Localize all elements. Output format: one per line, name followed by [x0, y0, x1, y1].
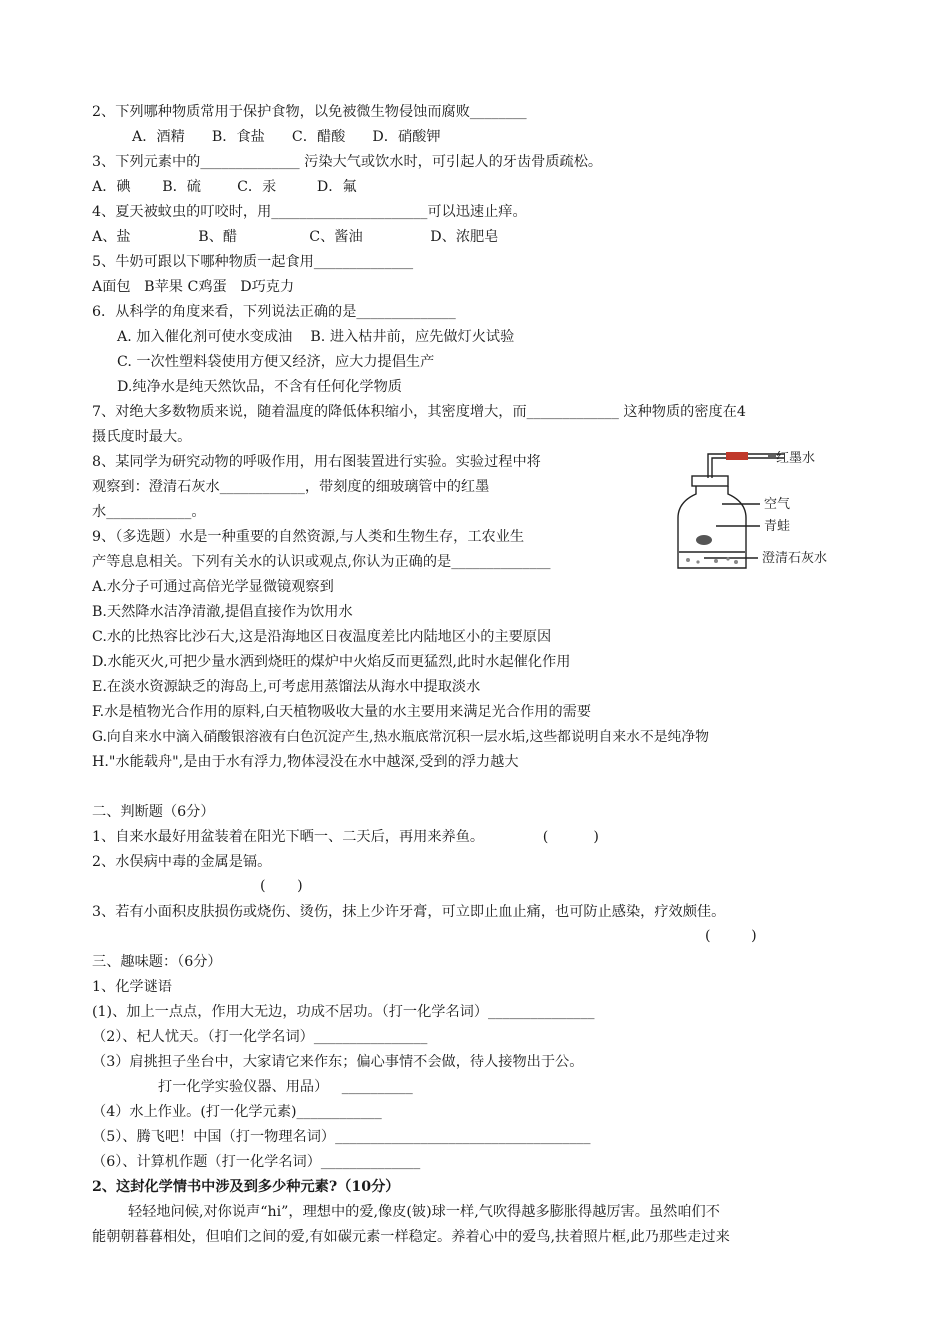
- letter-paragraph-line-2: 能朝朝暮暮相处，但咱们之间的爱,有如碳元素一样稳定。养着心中的爱鸟,扶着照片框,此乃那些走过来: [92, 1229, 730, 1245]
- question-6-option-c: C. 一次性塑料袋使用方便又经济，应大力提倡生产: [117, 354, 435, 370]
- riddle-6: （6）、计算机作题（打一化学名词）______________: [92, 1154, 421, 1170]
- question-9-option-c: C.水的比热容比沙石大,这是沿海地区日夜温度差比内陆地区小的主要原因: [92, 629, 552, 645]
- riddle-2: （2）、杞人忧天。（打一化学名词）________________: [92, 1029, 428, 1045]
- section-3-title: 三、趣味题：（6分）: [92, 954, 222, 970]
- question-6-option-ab: A. 加入催化剂可使水变成油 B. 进入枯井前，应先做灯火试验: [117, 329, 515, 345]
- question-9-option-a: A.水分子可通过高倍光学显微镜观察到: [92, 579, 334, 595]
- judge-1: 1、自来水最好用盆装着在阳光下晒一、二天后，再用来养鱼。 ( ): [92, 829, 599, 845]
- judge-3: 3、若有小面积皮肤损伤或烧伤、烫伤，抹上少许牙膏，可立即止血止痛，也可防止感染，疗效颇佳。: [92, 904, 726, 920]
- question-2-options: A．酒精 B．食盐 C．醋酸 D．硝酸钾: [132, 129, 441, 145]
- riddle-3: （3）肩挑担子坐台中，大家请它来作东；偏心事情不会做，待人接物出于公。: [92, 1054, 584, 1070]
- frog-shape: [696, 535, 712, 545]
- question-9-option-b: B.天然降水洁净清澈,提倡直接作为饮用水: [92, 604, 353, 620]
- stopper: [692, 476, 728, 486]
- riddle-4: （4）水上作业。(打一化学元素)____________: [92, 1104, 382, 1120]
- question-6: 6．从科学的角度来看，下列说法正确的是______________: [92, 304, 456, 320]
- label-red-ink: 红墨水: [776, 450, 816, 465]
- question-4-options: A、盐 B、醋 C、酱油 D、浓肥皂: [92, 229, 499, 245]
- question-8-line-2: 观察到：澄清石灰水____________，带刻度的细玻璃管中的红墨: [92, 479, 490, 495]
- question-8-line-3: 水____________。: [92, 504, 206, 520]
- question-5: 5、牛奶可跟以下哪种物质一起食用______________: [92, 254, 414, 270]
- question-3: 3、下列元素中的______________ 污染大气或饮水时，可引起人的牙齿骨质疏松。: [92, 154, 603, 170]
- question-9-line-2: 产等息息相关。下列有关水的认识或观点,你认为正确的是______________: [92, 554, 551, 570]
- judge-2-bracket: ( ): [260, 878, 303, 894]
- letter-paragraph-line-1: 轻轻地问候,对你说声“hi”，理想中的爱,像皮(铍)球一样,气吹得越多膨胀得越厉害。虽然咱们不: [128, 1204, 720, 1220]
- question-7: 7、对绝大多数物质来说，随着温度的降低体积缩小，其密度增大，而_____________ 这种物质的密度在4: [92, 404, 746, 420]
- question-7-cont: 摄氏度时最大。: [92, 429, 192, 445]
- riddle-1: (1)、加上一点点，作用大无边，功成不居功。（打一化学名词）_______________: [92, 1004, 595, 1020]
- section-2-title: 二、判断题（6分）: [92, 804, 215, 820]
- question-2: 2、下列哪种物质常用于保护食物，以免被微生物侵蚀而腐败________: [92, 104, 527, 120]
- question-9-option-f: F.水是植物光合作用的原料,白天植物吸收大量的水主要用来满足光合作用的需要: [92, 704, 592, 720]
- label-air: 空气: [764, 496, 791, 511]
- fun-2-title: 2、这封化学情书中涉及到多少种元素?（10分）: [92, 1179, 400, 1195]
- question-8: 8、某同学为研究动物的呼吸作用，用右图装置进行实验。实验过程中将: [92, 454, 541, 470]
- question-5-options: A面包 B苹果 C鸡蛋 D巧克力: [92, 279, 295, 295]
- question-9-option-d: D.水能灭火,可把少量水洒到烧旺的煤炉中火焰反而更猛烈,此时水起催化作用: [92, 654, 571, 670]
- riddle-5: （5）、腾飞吧！中国（打一物理名词）____________________________________: [92, 1129, 591, 1145]
- question-3-options: A．碘 B．硫 C．汞 D．氟: [92, 179, 357, 195]
- label-frog: 青蛙: [764, 518, 791, 533]
- question-9-option-g: G.向自来水中滴入硝酸银溶液有白色沉淀产生,热水瓶底常沉积一层水垢,这些都说明自来水不是纯净物: [92, 729, 709, 745]
- riddle-3-cont: 打一化学实验仪器、用品） __________: [158, 1079, 413, 1095]
- bottle: [678, 486, 746, 568]
- judge-3-bracket: ( ): [705, 928, 757, 944]
- red-ink-drop: [726, 452, 748, 460]
- question-9-option-e: E.在淡水资源缺乏的海岛上,可考虑用蒸馏法从海水中提取淡水: [92, 679, 481, 695]
- judge-2: 2、水俣病中毒的金属是镉。: [92, 854, 272, 870]
- label-limewater: 澄清石灰水: [762, 550, 828, 565]
- fun-1-title: 1、化学谜语: [92, 979, 172, 995]
- question-9-option-h: H."水能载舟",是由于水有浮力,物体浸没在水中越深,受到的浮力越大: [92, 754, 519, 770]
- question-9: 9、（多选题）水是一种重要的自然资源,与人类和生物生存，工农业生: [92, 529, 525, 545]
- question-4: 4、夏天被蚊虫的叮咬时，用______________________可以迅速止痒。: [92, 204, 527, 220]
- apparatus-figure: [664, 446, 850, 576]
- question-6-option-d: D.纯净水是纯天然饮品，不含有任何化学物质: [117, 379, 402, 395]
